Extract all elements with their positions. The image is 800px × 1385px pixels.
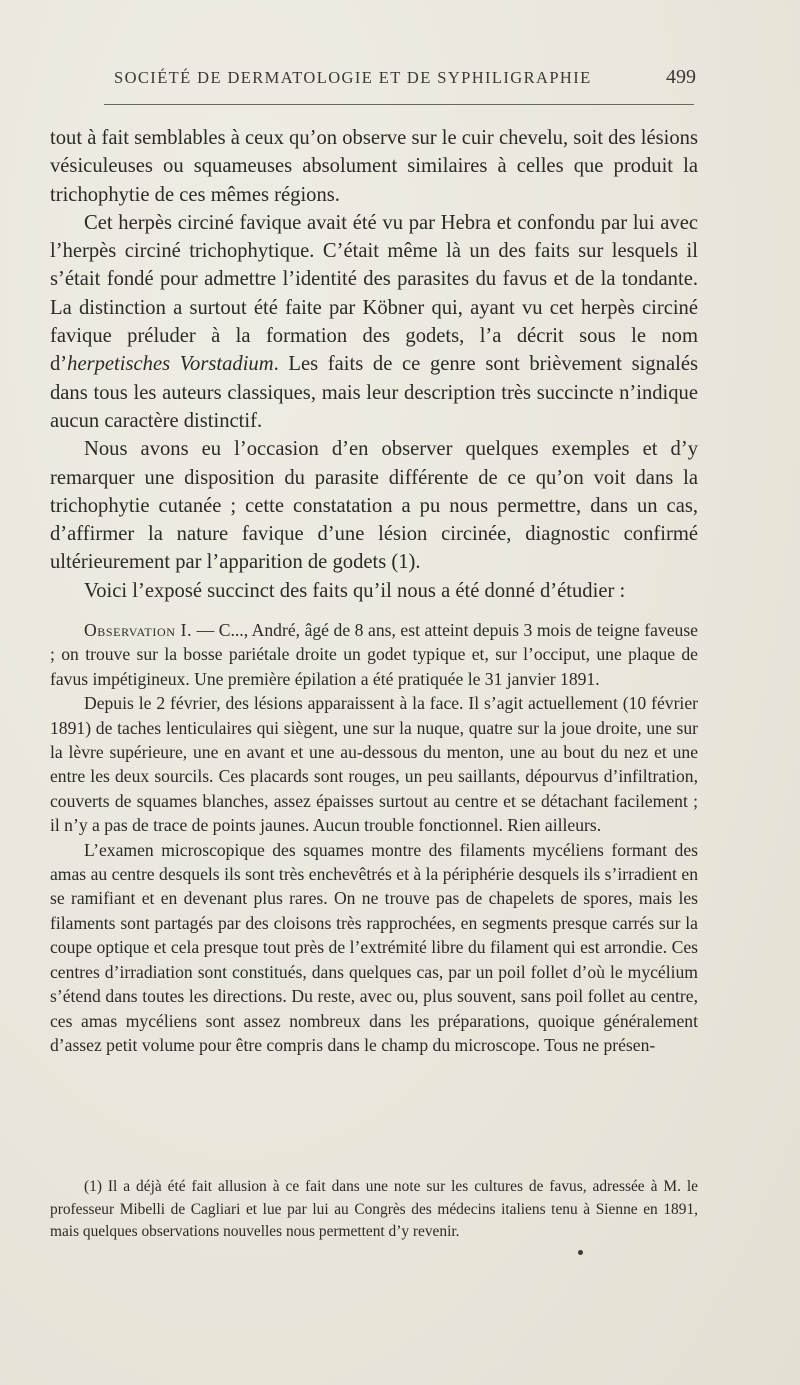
paragraph-2-start: Cet herpès circiné favique avait été vu par Hebra et confondu par lui avec l’herpès circiné trichophytique. C’était même là un des faits sur lesquels il s’était fondé pour admettre l’identité des parasites du favus et de la tondante. La distinction a surtout été faite par Köbner qui, ayant vu cet herpès circiné favique préluder à la formation des godets, l’a décrit sous le nom d’ [50,211,698,376]
observation-paragraph-2: Depuis le 2 février, des lésions apparaissent à la face. Il s’agit actuellement (10 février 1891) de taches lenticulaires qui siègent, une sur la nuque, quatre sur la joue droite, une sur la lèvre supérieure, une en avant et une au-dessous du menton, une au bout du nez et une entre les deux sourcils. Ces placards sont rouges, un peu saillants, dépourvus d’infiltration, couverts de squames blanches, assez épaisses surtout au centre et se détachant facilement ; il n’y a pas de trace de points jaunes. Aucun trouble fonctionnel. Rien ailleurs. [50,693,698,836]
paragraph-1: tout à fait semblables à ceux qu’on observe sur le cuir chevelu, soit des lésions vésiculeuses ou squameuses absolument similaires à celles que produit la trichophytie de ces mêmes régions. [50,127,698,206]
observation-paragraph-1 [50,618,698,691]
header-rule [104,104,694,105]
ink-speck [578,1250,583,1255]
footnote-text: (1) Il a déjà été fait allusion à ce fait dans une note sur les cultures de favus, adressée à M. le professeur Mibelli de Cagliari et lue par lui au Congrès des médecins italiens tenu à Sienne en 1891, mais quelques observations nouvelles nous permettent d’y revenir. [50,1178,698,1241]
paragraph-2-end: . Les faits de ce genre sont brièvement signalés dans tous les auteurs classiques, mais leur description très succincte n’indique aucun caractère distinctif. [50,353,698,432]
observation-intro: — C..., André, âgé de 8 ans, est atteint depuis 3 mois de teigne faveuse ; on trouve sur la bosse pariétale droite un godet typique et, sur l’occiput, une plaque de favus impétigineux. Une première épilation a été pratiquée le 31 janvier 1891. [50,620,698,689]
footnote [50,1176,698,1244]
observation-label: Observation I. [84,620,193,640]
running-title: SOCIÉTÉ DE DERMATOLOGIE ET DE SYPHILIGRAPHIE [114,68,592,87]
running-head [114,68,696,94]
main-text [50,124,698,605]
german-term: herpetisches Vorstadium [67,353,274,376]
paragraph-3: Nous avons eu l’occasion d’en observer quelques exemples et d’y remarquer une disposition du parasite différente de ce qu’on voit dans la trichophytie cutanée ; cette constatation a pu nous permettre, dans un cas, d’affirmer la nature favique d’une lésion circinée, diagnostic confirmé ultérieurement par l’apparition de godets (1). [50,438,698,574]
observation-section [50,618,698,1057]
observation-paragraph-3: L’examen microscopique des squames montre des filaments mycéliens formant des amas au centre desquels ils sont très enchevêtrés et à la périphérie desquels ils s’irradient en se ramifiant et en devenant plus rares. On ne trouve pas de chapelets de spores, mais les filaments sont partagés par des cloisons très rapprochées, en segments presque carrés sur la coupe optique et cela presque tout près de l’extrémité libre du filament qui est arrondie. Ces centres d’irradiation sont constitués, dans quelques cas, par un poil follet d’où le mycélium s’étend dans toutes les directions. Du reste, avec ou, plus souvent, sans poil follet au centre, ces amas mycéliens sont assez nombreux dans les préparations, quoique généralement d’assez petit volume pour être compris dans le champ du microscope. Tous ne présen- [50,839,698,1055]
paragraph-4: Voici l’exposé succinct des faits qu’il nous a été donné d’étudier : [84,579,626,602]
paragraph-2 [50,209,698,435]
page-number: 499 [666,66,696,88]
